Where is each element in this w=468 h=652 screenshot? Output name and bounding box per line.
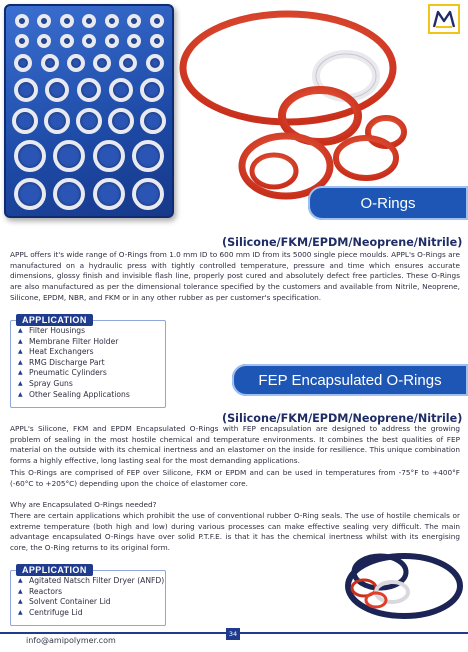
kit-compartment (105, 34, 119, 48)
kit-compartment (14, 54, 32, 72)
materials-list-heading: (Silicone/FKM/EPDM/Neoprene/Nitrile) (222, 236, 463, 249)
fep-description: APPL's Silicone, FKM and EPDM Encapsulated O-Rings with FEP encapsulation are designed to address the growing problem of sealing in the most hostile chemical and temperature environments. It combines the best qualities of FEP material on the outside with its chemical inertness and an elastomer on the inside for resilience. This unique combination forms a highly effective, long lasting seal for the most demanding applications. (10, 424, 460, 466)
application-item (18, 368, 130, 379)
kit-compartment (41, 54, 59, 72)
o-rings-banner (308, 186, 468, 220)
kit-compartment (82, 14, 96, 28)
application-item-label: Filter Housings (29, 326, 86, 335)
application-item-label: Agitated Natsch Filter Dryer (ANFD) (29, 576, 165, 585)
kit-compartment (45, 78, 69, 102)
fep-o-rings-image (320, 530, 468, 626)
kit-compartment (14, 140, 46, 172)
application-item-label: Spray Guns (29, 378, 73, 388)
triangle-bullet-icon: ▲ (18, 348, 23, 356)
triangle-bullet-icon: ▲ (18, 379, 23, 387)
application-list-1 (18, 326, 130, 400)
fep-temperature-range: This O-Rings are comprised of FEP over Silicone, FKM or EPDM and can be used in temperatures from -75°F to +400°F (-60°C to +205°C) depending upon the choice of elastomer core. (10, 468, 460, 488)
application-item (18, 326, 130, 337)
application-item-label: Heat Exchangers (29, 347, 94, 357)
application-item (18, 608, 164, 619)
triangle-bullet-icon: ▲ (18, 598, 23, 606)
application-item (18, 347, 130, 358)
logo-mark-icon (432, 9, 456, 29)
kit-compartment (150, 14, 164, 28)
o-rings-description: APPL offers it's wide range of O-Rings from 1.0 mm ID to 600 mm ID from its 5000 single piece moulds. APPL's O-Rings are manufactured on a hydraulic press with tightly controlled temperature, pressure and time which ensures accurate dimensions, glossy finish and invisible flash line, properly post cured and absolutely defect free particles. These O-Rings are also manufactured as per the dimensional tolerance specified by the customers and available from Nitrile, Neoprene, Silicone, EPDM, NBR, and FKM or in any other rubber as per customer's specification. (10, 250, 460, 302)
kit-compartment (108, 108, 134, 134)
red-o-rings-image (168, 6, 423, 216)
kit-compartment (12, 108, 38, 134)
kit-compartment (82, 34, 96, 48)
triangle-bullet-icon: ▲ (18, 369, 23, 377)
kit-compartment (93, 178, 125, 210)
application-item (18, 379, 130, 390)
triangle-bullet-icon: ▲ (18, 577, 23, 584)
kit-compartment (119, 54, 137, 72)
triangle-bullet-icon: ▲ (18, 587, 23, 595)
kit-compartment (14, 178, 46, 210)
triangle-bullet-icon: ▲ (18, 337, 23, 345)
kit-compartment (67, 54, 85, 72)
application-heading-1: APPLICATION (16, 314, 93, 326)
application-item-label: Solvent Container Lid (29, 597, 111, 607)
footer-email[interactable]: info@amipolymer.com (26, 636, 116, 645)
kit-compartment (127, 14, 141, 28)
application-item (18, 337, 130, 348)
encapsulated-explanation: There are certain applications which prohibit the use of conventional rubber O-Ring seals. The use of hostile chemicals or extreme temperature (both high and low) during various processes can make effective sealing very difficult. The main advantage encapsulated O-Rings have over solid P.T.F.E. is that it has the chemical inertness whilst with its energising core, the O-Ring returns to its original form. (10, 511, 460, 553)
application-heading-2: APPLICATION (16, 564, 93, 576)
application-item-label: Reactors (29, 586, 63, 596)
triangle-bullet-icon: ▲ (18, 608, 23, 616)
application-item (18, 358, 130, 369)
kit-compartment (93, 54, 111, 72)
kit-compartment (53, 140, 85, 172)
application-item-label: Centrifuge Lid (29, 607, 83, 617)
kit-compartment (132, 140, 164, 172)
kit-compartment (77, 78, 101, 102)
application-item-label: Pneumatic Cylinders (29, 368, 107, 378)
application-item (18, 390, 130, 401)
kit-compartment (37, 14, 51, 28)
o-rings-title: O-Rings (360, 194, 416, 212)
kit-compartment (140, 78, 164, 102)
fep-materials-heading: (Silicone/FKM/EPDM/Neoprene/Nitrile) (222, 412, 463, 425)
triangle-bullet-icon: ▲ (18, 390, 23, 398)
application-item (18, 587, 164, 598)
kit-compartment (53, 178, 85, 210)
application-item (18, 576, 164, 587)
kit-compartment (15, 34, 29, 48)
kit-compartment (127, 34, 141, 48)
page-number: 34 (226, 628, 240, 640)
application-item-label: Membrane Filter Holder (29, 336, 119, 346)
kit-compartment (140, 108, 166, 134)
kit-compartment (109, 78, 133, 102)
encapsulated-question: Why are Encapsulated O-Rings needed? (10, 500, 157, 509)
fep-banner (232, 364, 468, 396)
o-ring-kit-image (4, 4, 174, 218)
application-list-2 (18, 576, 164, 618)
kit-compartment (93, 140, 125, 172)
triangle-bullet-icon: ▲ (18, 358, 23, 366)
application-item-label: Other Sealing Applications (29, 389, 130, 399)
triangle-bullet-icon: ▲ (18, 327, 23, 334)
kit-compartment (44, 108, 70, 134)
application-item-label: RMG Discharge Part (29, 357, 105, 367)
kit-compartment (14, 78, 38, 102)
fep-title: FEP Encapsulated O-Rings (258, 371, 442, 389)
kit-compartment (37, 34, 51, 48)
application-item (18, 597, 164, 608)
kit-compartment (60, 14, 74, 28)
kit-compartment (76, 108, 102, 134)
kit-compartment (105, 14, 119, 28)
kit-compartment (132, 178, 164, 210)
kit-compartment (60, 34, 74, 48)
kit-compartment (146, 54, 164, 72)
kit-compartment (150, 34, 164, 48)
company-logo (428, 4, 460, 34)
kit-compartment (15, 14, 29, 28)
